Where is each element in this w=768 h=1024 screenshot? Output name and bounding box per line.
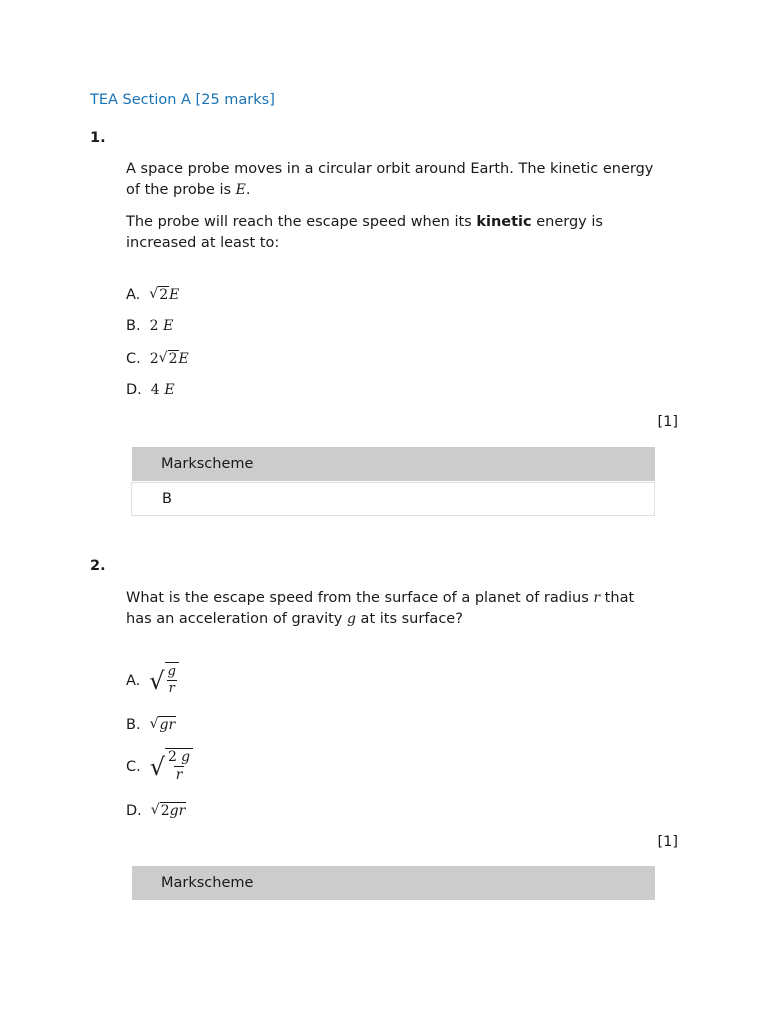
option-letter: B.	[126, 716, 141, 733]
math-var: E	[169, 286, 180, 303]
option-letter: B.	[126, 318, 141, 334]
radicand: gr	[159, 717, 176, 733]
sqrt-expression: √ $\frac{g}{r}$	[149, 662, 179, 700]
coefficient: 2	[149, 318, 159, 334]
option-d[interactable]	[126, 382, 175, 398]
numerator: g	[167, 664, 176, 679]
sqrt-expression: √ 2gr	[150, 802, 186, 819]
denominator: r	[168, 681, 175, 696]
option-letter: C.	[126, 759, 141, 775]
sqrt-expression: √ gr	[149, 716, 176, 733]
numerator: 2 g	[168, 749, 191, 765]
radicand: 2gr	[160, 803, 186, 819]
section-title[interactable]: TEA Section A [25 marks]	[90, 92, 275, 108]
text-line: increased at least to:	[126, 235, 280, 251]
question-number: 1.	[90, 130, 106, 146]
math-var: E	[163, 318, 174, 334]
fraction	[166, 749, 192, 783]
option-d[interactable]	[126, 802, 186, 819]
option-b[interactable]	[126, 716, 176, 733]
text-line: of the probe is	[126, 182, 236, 198]
radicand: 2	[159, 287, 169, 303]
math-var: E	[235, 182, 246, 198]
denominator: r	[175, 767, 183, 783]
fraction	[166, 664, 178, 697]
option-letter: C.	[126, 350, 141, 367]
option-letter: A.	[126, 286, 141, 303]
coefficient: 4	[150, 382, 160, 398]
text-line: has an acceleration of gravity	[126, 611, 347, 627]
option-letter: D.	[126, 382, 142, 398]
option-c[interactable]	[126, 748, 193, 786]
sqrt-expression: √ $\frac{2 g}{r}$	[150, 748, 193, 786]
text-line: that	[600, 590, 635, 606]
option-letter: D.	[126, 802, 142, 819]
option-letter: A.	[126, 673, 141, 689]
marks-label: [1]	[657, 414, 678, 430]
option-b[interactable]	[126, 318, 173, 334]
option-c[interactable]	[126, 350, 189, 367]
coefficient: 2	[149, 350, 159, 367]
question-text	[126, 212, 686, 254]
text-line: What is the escape speed from the surface of a planet of radius	[126, 590, 594, 606]
markscheme-toggle[interactable]: Markscheme	[132, 866, 655, 900]
bold-word: kinetic	[476, 214, 532, 230]
question-number: 2.	[90, 558, 106, 574]
text-line: A space probe moves in a circular orbit around Earth. The kinetic energy	[126, 161, 654, 177]
text-line: The probe will reach the escape speed when its	[126, 214, 477, 230]
math-var: r	[593, 590, 601, 606]
option-a[interactable]	[126, 662, 179, 700]
markscheme-answer: B	[131, 482, 655, 516]
radicand: 2	[168, 351, 178, 367]
markscheme-toggle[interactable]: Markscheme	[132, 447, 655, 481]
sqrt-expression: √ 2	[149, 286, 169, 303]
sqrt-expression: √ 2	[158, 350, 178, 367]
question-text	[126, 159, 686, 201]
text-punct: .	[245, 182, 251, 198]
question-text	[126, 588, 686, 630]
text-line: at its surface?	[355, 611, 463, 627]
option-a[interactable]	[126, 286, 179, 303]
math-var: g	[346, 611, 356, 627]
math-var: E	[178, 350, 189, 367]
math-var: E	[164, 382, 175, 398]
text-line: energy is	[531, 214, 603, 230]
marks-label: [1]	[657, 834, 678, 850]
